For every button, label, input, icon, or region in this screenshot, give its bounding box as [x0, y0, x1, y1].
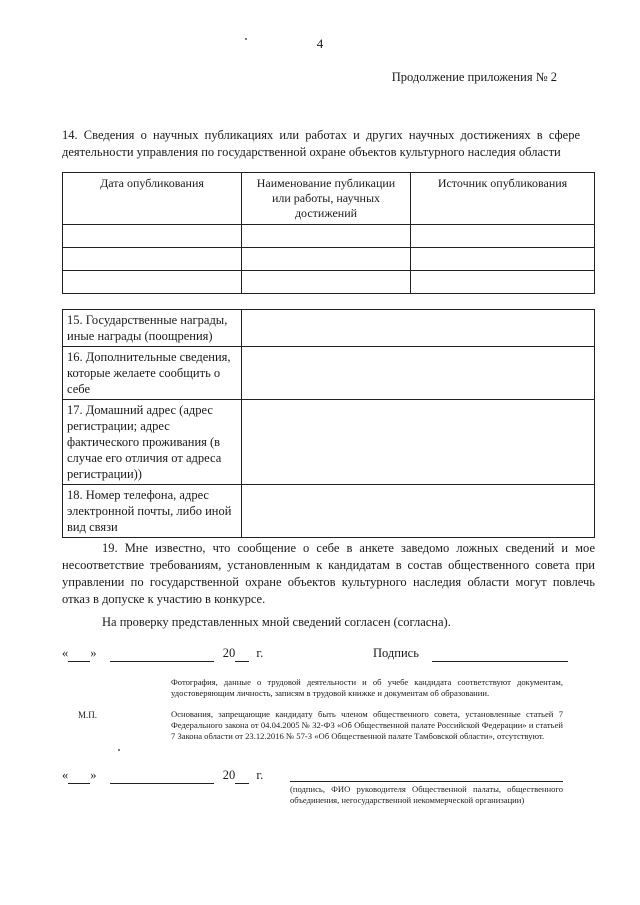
additional-info-value[interactable]: [242, 347, 595, 400]
table-header-row: [63, 173, 595, 225]
awards-value[interactable]: [242, 310, 595, 347]
header-title: Наименование публикации или работы, научных достижений: [242, 173, 411, 225]
section-14-text: 14. Сведения о научных публикациях или работах и других научных достижениях в сфере деятельности управления по государственной охране объектов культурного наследия области: [62, 128, 580, 159]
month-blank[interactable]: [110, 646, 214, 662]
basis-note: Основания, запрещающие кандидату быть членом общественного совета, установленные статьей 7 Федерального закона от 04.04.2005 № 32-ФЗ «Об Общественной палате Российской Федерации» и статьей 7 Закона области от 23.12.2016 № 57-З «Об Общественной палате Тамбовской области», отсутствуют.: [171, 709, 563, 741]
stamp-place-label: М.П.: [78, 710, 98, 720]
header-date: Дата опубликования: [63, 173, 242, 225]
date-field[interactable]: [62, 646, 263, 662]
table-row: [63, 347, 595, 400]
year-suffix: г.: [256, 646, 264, 660]
year-prefix: 20: [222, 646, 236, 660]
personal-info-table: [62, 309, 595, 538]
day-blank[interactable]: [68, 646, 90, 662]
year-blank[interactable]: [235, 768, 249, 784]
month-blank[interactable]: [110, 768, 214, 784]
date-field-2[interactable]: [62, 768, 263, 784]
signature-line[interactable]: [290, 781, 563, 782]
date-open-quote: «: [62, 768, 69, 782]
table-row: [63, 485, 595, 538]
cell[interactable]: [242, 225, 411, 248]
table-row: [63, 271, 595, 294]
header-source: Источник опубликования: [411, 173, 595, 225]
cell[interactable]: [411, 248, 595, 271]
cell[interactable]: [411, 271, 595, 294]
scan-dot: [118, 749, 120, 751]
contacts-value[interactable]: [242, 485, 595, 538]
day-blank[interactable]: [68, 768, 90, 784]
scan-dot: [245, 38, 247, 40]
date-open-quote: «: [62, 646, 69, 660]
cell[interactable]: [63, 225, 242, 248]
cell[interactable]: [411, 225, 595, 248]
year-suffix: г.: [256, 768, 264, 782]
date-close-quote: »: [90, 646, 97, 660]
cell[interactable]: [242, 271, 411, 294]
photo-note: Фотография, данные о трудовой деятельности и об учебе кандидата соответствуют документам, удостоверяющим личность, записям в трудовой книжке и документам об образовании.: [171, 677, 563, 698]
table-row: [63, 310, 595, 347]
contacts-label: 18. Номер телефона, адрес электронной почты, либо иной вид связи: [63, 485, 242, 538]
page-number: 4: [316, 36, 324, 51]
table-row: [63, 248, 595, 271]
home-address-label: 17. Домашний адрес (адрес регистрации; адрес фактического проживания (в случае его отличия от адреса регистрации)): [63, 400, 242, 485]
table-row: [63, 400, 595, 485]
section-19-text: 19. Мне известно, что сообщение о себе в анкете заведомо ложных сведений и мое несоответствие требованиям, установленным к кандидатам в состав общественного совета при управлении по государственной охране объектов культурного наследия области могут повлечь отказ в допуске к участию в конкурсе.: [62, 541, 595, 606]
home-address-value[interactable]: [242, 400, 595, 485]
signature-blank[interactable]: [432, 646, 568, 662]
publications-table: [62, 172, 595, 294]
signature-field[interactable]: [373, 646, 568, 662]
additional-info-label: 16. Дополнительные сведения, которые желаете сообщить о себе: [63, 347, 242, 400]
awards-label: 15. Государственные награды, иные награды (поощрения): [63, 310, 242, 347]
year-blank[interactable]: [235, 646, 249, 662]
year-prefix: 20: [222, 768, 236, 782]
consent-text: На проверку представленных мной сведений согласен (согласна).: [102, 615, 451, 629]
signature-caption: (подпись, ФИО руководителя Общественной палаты, общественного объединения, негосударственной некоммерческой организации): [290, 784, 563, 805]
table-row: [63, 225, 595, 248]
date-close-quote: »: [90, 768, 97, 782]
cell[interactable]: [63, 248, 242, 271]
cell[interactable]: [242, 248, 411, 271]
appendix-title: Продолжение приложения № 2: [391, 70, 557, 84]
cell[interactable]: [63, 271, 242, 294]
signature-label: Подпись: [373, 646, 419, 660]
